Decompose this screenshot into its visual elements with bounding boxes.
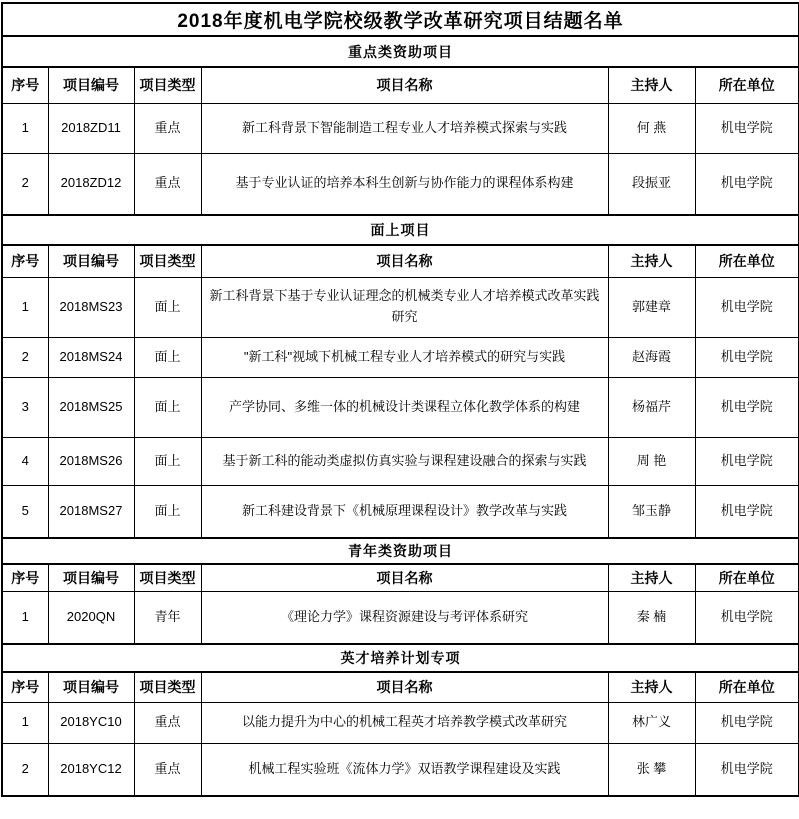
column-header-seq: 序号 bbox=[2, 245, 48, 277]
cell-unit: 机电学院 bbox=[695, 743, 799, 796]
cell-project-name: 产学协同、多维一体的机械设计类课程立体化教学体系的构建 bbox=[201, 377, 608, 437]
cell-project-id: 2018MS26 bbox=[48, 437, 134, 485]
section-title: 面上项目 bbox=[2, 215, 799, 245]
cell-project-type: 面上 bbox=[134, 337, 201, 377]
cell-project-type: 重点 bbox=[134, 153, 201, 215]
column-header-unit: 所在单位 bbox=[695, 564, 799, 591]
table-row bbox=[2, 743, 799, 796]
table-row bbox=[2, 277, 799, 337]
cell-unit: 机电学院 bbox=[695, 277, 799, 337]
cell-leader: 赵海霞 bbox=[608, 337, 695, 377]
cell-project-name: 《理论力学》课程资源建设与考评体系研究 bbox=[201, 591, 608, 644]
cell-unit: 机电学院 bbox=[695, 485, 799, 538]
cell-unit: 机电学院 bbox=[695, 437, 799, 485]
cell-seq: 2 bbox=[2, 337, 48, 377]
cell-seq: 3 bbox=[2, 377, 48, 437]
page-title: 2018年度机电学院校级教学改革研究项目结题名单 bbox=[2, 3, 799, 36]
column-header-unit: 所在单位 bbox=[695, 67, 799, 103]
cell-project-type: 面上 bbox=[134, 485, 201, 538]
section-title-row bbox=[2, 644, 799, 672]
column-header-project-name: 项目名称 bbox=[201, 245, 608, 277]
cell-seq: 4 bbox=[2, 437, 48, 485]
cell-project-name: "新工科"视域下机械工程专业人才培养模式的研究与实践 bbox=[201, 337, 608, 377]
cell-project-type: 面上 bbox=[134, 377, 201, 437]
cell-seq: 5 bbox=[2, 485, 48, 538]
cell-project-id: 2018MS27 bbox=[48, 485, 134, 538]
column-header-row bbox=[2, 564, 799, 591]
cell-unit: 机电学院 bbox=[695, 702, 799, 743]
cell-leader: 张 攀 bbox=[608, 743, 695, 796]
column-header-project-type: 项目类型 bbox=[134, 564, 201, 591]
cell-leader: 段振亚 bbox=[608, 153, 695, 215]
cell-project-name: 机械工程实验班《流体力学》双语教学课程建设及实践 bbox=[201, 743, 608, 796]
cell-unit: 机电学院 bbox=[695, 377, 799, 437]
column-header-leader: 主持人 bbox=[608, 245, 695, 277]
cell-project-name: 基于专业认证的培养本科生创新与协作能力的课程体系构建 bbox=[201, 153, 608, 215]
column-header-seq: 序号 bbox=[2, 67, 48, 103]
cell-project-id: 2018ZD12 bbox=[48, 153, 134, 215]
column-header-project-name: 项目名称 bbox=[201, 564, 608, 591]
cell-project-type: 重点 bbox=[134, 743, 201, 796]
cell-seq: 2 bbox=[2, 743, 48, 796]
column-header-project-type: 项目类型 bbox=[134, 67, 201, 103]
cell-leader: 杨福芹 bbox=[608, 377, 695, 437]
cell-project-name: 基于新工科的能动类虚拟仿真实验与课程建设融合的探索与实践 bbox=[201, 437, 608, 485]
table-row bbox=[2, 591, 799, 644]
cell-leader: 郭建章 bbox=[608, 277, 695, 337]
cell-unit: 机电学院 bbox=[695, 103, 799, 153]
title-row bbox=[2, 3, 799, 36]
section-title: 英才培养计划专项 bbox=[2, 644, 799, 672]
table-row bbox=[2, 337, 799, 377]
column-header-leader: 主持人 bbox=[608, 672, 695, 702]
column-header-project-id: 项目编号 bbox=[48, 245, 134, 277]
section-title-row bbox=[2, 538, 799, 564]
column-header-project-type: 项目类型 bbox=[134, 245, 201, 277]
section-title: 青年类资助项目 bbox=[2, 538, 799, 564]
cell-project-type: 面上 bbox=[134, 277, 201, 337]
cell-unit: 机电学院 bbox=[695, 153, 799, 215]
section-title: 重点类资助项目 bbox=[2, 36, 799, 67]
cell-project-id: 2018YC12 bbox=[48, 743, 134, 796]
cell-project-id: 2018MS25 bbox=[48, 377, 134, 437]
cell-leader: 邹玉静 bbox=[608, 485, 695, 538]
column-header-leader: 主持人 bbox=[608, 564, 695, 591]
column-header-project-id: 项目编号 bbox=[48, 672, 134, 702]
column-header-row bbox=[2, 672, 799, 702]
cell-unit: 机电学院 bbox=[695, 337, 799, 377]
column-header-project-type: 项目类型 bbox=[134, 672, 201, 702]
cell-project-name: 以能力提升为中心的机械工程英才培养教学模式改革研究 bbox=[201, 702, 608, 743]
table-row bbox=[2, 485, 799, 538]
table-body bbox=[2, 3, 799, 796]
cell-seq: 1 bbox=[2, 591, 48, 644]
cell-project-id: 2018YC10 bbox=[48, 702, 134, 743]
cell-project-name: 新工科背景下智能制造工程专业人才培养模式探索与实践 bbox=[201, 103, 608, 153]
project-results-table bbox=[1, 2, 799, 797]
column-header-seq: 序号 bbox=[2, 672, 48, 702]
cell-project-name: 新工科建设背景下《机械原理课程设计》教学改革与实践 bbox=[201, 485, 608, 538]
cell-project-name: 新工科背景下基于专业认证理念的机械类专业人才培养模式改革实践研究 bbox=[201, 277, 608, 337]
table-row bbox=[2, 153, 799, 215]
cell-unit: 机电学院 bbox=[695, 591, 799, 644]
column-header-unit: 所在单位 bbox=[695, 245, 799, 277]
table-row bbox=[2, 437, 799, 485]
cell-seq: 1 bbox=[2, 103, 48, 153]
cell-project-id: 2020QN bbox=[48, 591, 134, 644]
cell-project-id: 2018MS23 bbox=[48, 277, 134, 337]
table-row bbox=[2, 377, 799, 437]
cell-project-id: 2018ZD11 bbox=[48, 103, 134, 153]
cell-leader: 周 艳 bbox=[608, 437, 695, 485]
column-header-unit: 所在单位 bbox=[695, 672, 799, 702]
column-header-leader: 主持人 bbox=[608, 67, 695, 103]
column-header-project-name: 项目名称 bbox=[201, 672, 608, 702]
cell-leader: 林广义 bbox=[608, 702, 695, 743]
cell-project-type: 青年 bbox=[134, 591, 201, 644]
cell-project-type: 面上 bbox=[134, 437, 201, 485]
column-header-row bbox=[2, 245, 799, 277]
cell-leader: 何 燕 bbox=[608, 103, 695, 153]
column-header-seq: 序号 bbox=[2, 564, 48, 591]
column-header-row bbox=[2, 67, 799, 103]
section-title-row bbox=[2, 215, 799, 245]
cell-leader: 秦 楠 bbox=[608, 591, 695, 644]
table-row bbox=[2, 702, 799, 743]
cell-seq: 1 bbox=[2, 702, 48, 743]
cell-project-type: 重点 bbox=[134, 702, 201, 743]
cell-seq: 1 bbox=[2, 277, 48, 337]
column-header-project-name: 项目名称 bbox=[201, 67, 608, 103]
section-title-row bbox=[2, 36, 799, 67]
table-row bbox=[2, 103, 799, 153]
cell-project-type: 重点 bbox=[134, 103, 201, 153]
cell-project-id: 2018MS24 bbox=[48, 337, 134, 377]
cell-seq: 2 bbox=[2, 153, 48, 215]
column-header-project-id: 项目编号 bbox=[48, 564, 134, 591]
column-header-project-id: 项目编号 bbox=[48, 67, 134, 103]
